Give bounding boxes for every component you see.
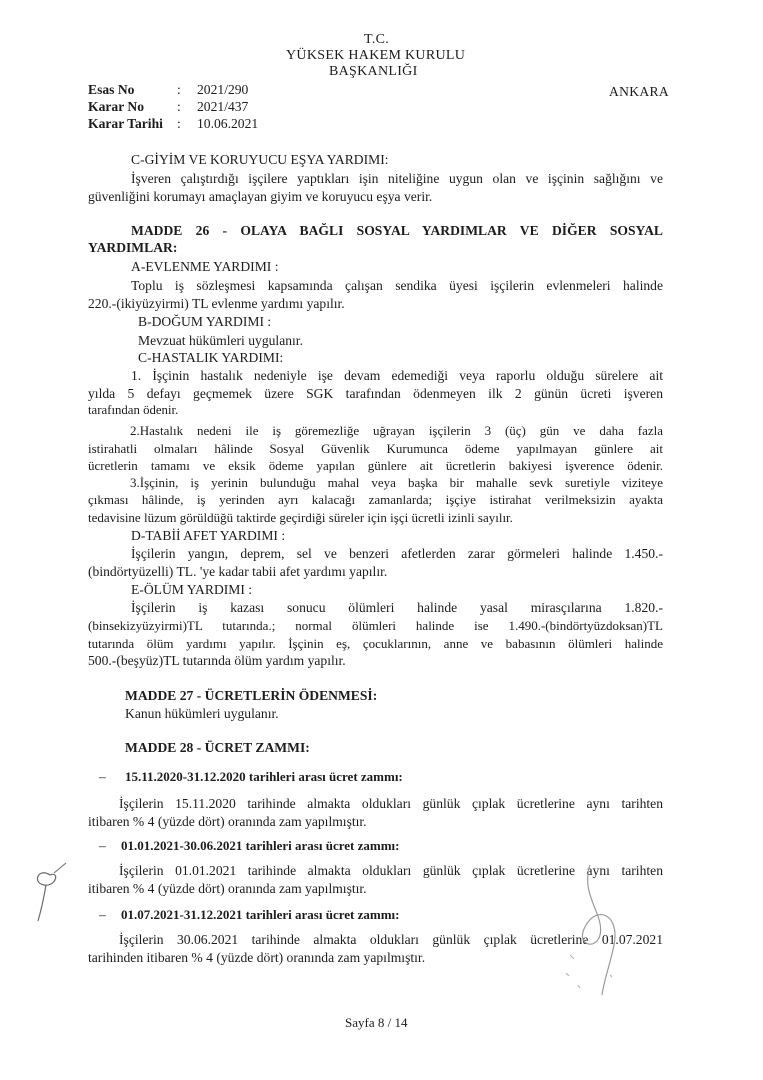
paragraph-line: 2.Hastalık nedeni ile iş göremezliğe uğrayan işçilerin 3 (üç) gün ve daha fazla [130, 423, 663, 438]
paragraph-line: Toplu iş sözleşmesi kapsamında çalışan sendika üyesi işçilerin evlenmeleri halinde [131, 278, 663, 293]
handwritten-initial-left [20, 855, 80, 925]
esas-sep: : [177, 82, 181, 97]
section-heading: C-GİYİM VE KORUYUCU EŞYA YARDIMI: [131, 152, 389, 167]
paragraph-line: 220.-(ikiyüzyirmi) TL evlenme yardımı yapılır. [88, 296, 345, 311]
tarih-sep: : [177, 116, 181, 131]
article-heading: YARDIMLAR: [88, 240, 178, 255]
paragraph-line: tarihinden itibaren % 4 (yüzde dört) oranında zam yapılmıştır. [88, 950, 426, 965]
article-heading: MADDE 28 - ÜCRET ZAMMI: [125, 740, 310, 755]
paragraph-line: tarafından ödenir. [88, 403, 179, 417]
section-heading: B-DOĞUM YARDIMI : [138, 314, 272, 329]
subsection-heading: 01.01.2021-30.06.2021 tarihleri arası ücret zammı: [121, 838, 400, 853]
paragraph-line: (binsekizyüzyirmi)TL tutarında.; normal ölümleri halinde ise 1.490.-(bindörtyüzdoksan)TL [88, 618, 663, 633]
section-heading: A-EVLENME YARDIMI : [131, 259, 279, 274]
paragraph-line: 1. İşçinin hastalık nedeniyle işe devam edemediği veya raporlu olduğu sürelere ait [131, 368, 663, 383]
karar-value: 2021/437 [197, 99, 249, 114]
section-heading: C-HASTALIK YARDIMI: [138, 350, 284, 365]
paragraph-line: tedavisine lüzum görüldüğü taktirde geçirdiği süreler için işçi ücretli izinli sayılır. [88, 510, 513, 525]
paragraph-line: Mevzuat hükümleri uygulanır. [138, 333, 303, 348]
paragraph-line: istirahatli olmaları hâlinde Sosyal Güvenlik Kurumunca ödeme yapılmayan günlere ait [88, 441, 663, 456]
subsection-heading: 15.11.2020-31.12.2020 tarihleri arası ücret zammı: [125, 769, 403, 784]
subsection-heading: 01.07.2021-31.12.2021 tarihleri arası ücret zammı: [121, 907, 400, 922]
section-heading: E-ÖLÜM YARDIMI : [131, 582, 253, 597]
tarih-value: 10.06.2021 [197, 116, 259, 131]
esas-value: 2021/290 [197, 82, 249, 97]
tarih-label: Karar Tarihi [88, 116, 163, 131]
paragraph-line: itibaren % 4 (yüzde dört) oranında zam yapılmıştır. [88, 881, 367, 896]
esas-label: Esas No [88, 82, 135, 97]
bullet-dash: – [99, 769, 106, 784]
paragraph-line: İşçilerin iş kazası sonucu ölümleri halinde yasal mirasçılarına 1.820.- [131, 600, 663, 615]
paragraph-line: güvenliğini korumayı amaçlayan giyim ve koruyucu eşya verir. [88, 189, 433, 204]
paragraph-line: İşçilerin 01.01.2021 tarihinde almakta oldukları günlük çıplak ücretlerine aynı tarihten [119, 863, 663, 878]
bullet-dash: – [99, 838, 106, 853]
karar-label: Karar No [88, 99, 145, 114]
paragraph-line: yılda 5 defayı geçmemek üzere SGK tarafından ödenmeyen ilk 2 günün ücreti işveren [88, 386, 663, 401]
paragraph-line: İşveren çalıştırdığı işçilere yaptıkları işin niteliğine uygun olan ve işçinin sağlığını ve [131, 171, 663, 186]
header-city: ANKARA [609, 84, 669, 99]
paragraph-line: İşçilerin 30.06.2021 tarihinde almakta oldukları günlük çıplak ücretlerine 01.07.2021 [119, 932, 663, 947]
paragraph-line: 3.İşçinin, iş yerinin bulunduğu mahal veya başka bir mahalle sevk suretiyle viziteye [130, 475, 663, 490]
header-dept: BAŞKANLIĞI [329, 64, 418, 79]
header-tc: T.C. [364, 32, 390, 47]
paragraph-line: 500.-(beşyüz)TL tutarında ölüm yardım yapılır. [88, 653, 346, 668]
paragraph-line: İşçilerin 15.11.2020 tarihinde almakta oldukları günlük çıplak ücretlerine aynı tarihten [119, 796, 663, 811]
header-org: YÜKSEK HAKEM KURULU [286, 48, 466, 63]
paragraph-line: çıkması hâlinde, iş yerinden ayrı kalacağı zamanlarda; işçiye istirahat verilmeksizin ayakta [88, 492, 663, 507]
paragraph-line: tutarında ölüm yardımı yapılır. İşçinin eş, çocuklarının, anne ve babasının ölümleri halinde [88, 636, 663, 651]
paragraph-line: Kanun hükümleri uygulanır. [125, 706, 279, 721]
karar-sep: : [177, 99, 181, 114]
bullet-dash: – [99, 907, 106, 922]
paragraph-line: İşçilerin yangın, deprem, sel ve benzeri afetlerden zarar görmeleri halinde 1.450.- [131, 546, 663, 561]
article-heading: MADDE 27 - ÜCRETLERİN ÖDENMESİ: [125, 688, 378, 703]
paragraph-line: itibaren % 4 (yüzde dört) oranında zam yapılmıştır. [88, 814, 367, 829]
paragraph-line: (bindörtyüzelli) TL. 'ye kadar tabii afet yardımı yapılır. [88, 564, 388, 579]
section-heading: D-TABİİ AFET YARDIMI : [131, 528, 286, 543]
article-heading: MADDE 26 - OLAYA BAĞLI SOSYAL YARDIMLAR VE DİĞER SOSYAL [131, 223, 663, 238]
paragraph-line: ücretlerin tamamı ve eksik ödeme yapılan günlere ait ücretlerin bakiyesi işverence ödenir. [88, 458, 663, 473]
page-number: Sayfa 8 / 14 [345, 1015, 408, 1030]
